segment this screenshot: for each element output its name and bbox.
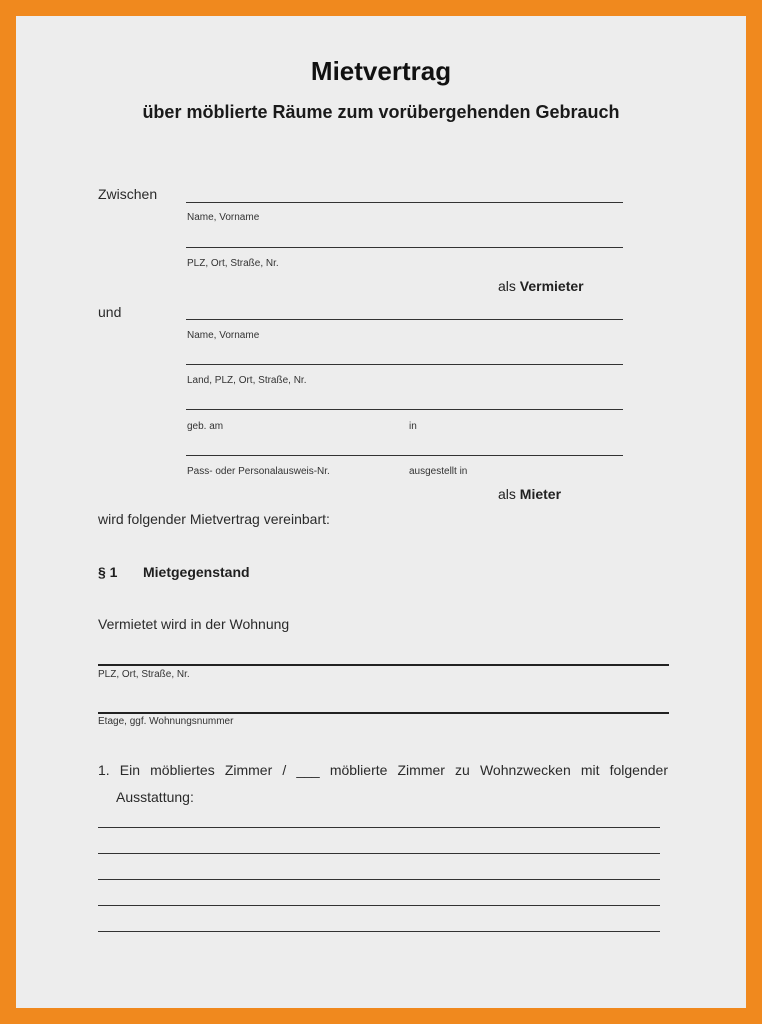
tenant-address-line[interactable] <box>186 364 623 365</box>
agreement-text: wird folgender Mietvertrag vereinbart: <box>98 511 330 527</box>
tenant-id-label: Pass- oder Personalausweis-Nr. <box>187 466 330 477</box>
tenant-address-label: Land, PLZ, Ort, Straße, Nr. <box>187 375 307 386</box>
apartment-address-label: PLZ, Ort, Straße, Nr. <box>98 669 190 680</box>
tenant-name-line[interactable] <box>186 319 623 320</box>
landlord-address-label: PLZ, Ort, Straße, Nr. <box>187 258 279 269</box>
tenant-id-line[interactable] <box>186 455 623 456</box>
furnishing-line-5[interactable] <box>98 931 660 932</box>
landlord-role <box>498 278 584 294</box>
tenant-role-prefix: als <box>498 486 516 502</box>
landlord-name-label: Name, Vorname <box>187 212 260 223</box>
tenant-birth-line[interactable] <box>186 409 623 410</box>
tenant-birth-place-label: in <box>409 421 417 432</box>
section1-heading: Mietgegenstand <box>143 564 250 580</box>
furnishing-line-4[interactable] <box>98 905 660 906</box>
between-label: Zwischen <box>98 186 158 202</box>
section1-number: § 1 <box>98 564 118 580</box>
apartment-address-line[interactable] <box>98 664 669 666</box>
tenant-id-issued-label: ausgestellt in <box>409 466 468 477</box>
landlord-address-line[interactable] <box>186 247 623 248</box>
tenant-birth-label: geb. am <box>187 421 224 432</box>
and-label: und <box>98 304 122 320</box>
furnishing-line-3[interactable] <box>98 879 660 880</box>
landlord-role-prefix: als <box>498 278 516 294</box>
furnishing-line-2[interactable] <box>98 853 660 854</box>
landlord-name-line[interactable] <box>186 202 623 203</box>
section1-item1-line1: 1. Ein möbliertes Zimmer / ___ möblierte Zimmer zu Wohnzwecken mit folgender <box>98 762 668 778</box>
furnishing-line-1[interactable] <box>98 827 660 828</box>
section1-item1-line2: Ausstattung: <box>116 789 194 805</box>
document-subtitle: über möblierte Räume zum vorübergehenden Gebrauch <box>142 102 620 122</box>
document-title: Mietvertrag <box>310 56 452 86</box>
apartment-floor-line[interactable] <box>98 712 669 714</box>
apartment-floor-label: Etage, ggf. Wohnungsnummer <box>98 716 234 727</box>
tenant-role-name: Mieter <box>519 486 562 502</box>
tenant-role <box>498 486 561 502</box>
section1-intro: Vermietet wird in der Wohnung <box>98 616 290 632</box>
landlord-role-name: Vermieter <box>519 278 584 294</box>
document-page <box>16 16 746 1008</box>
tenant-name-label: Name, Vorname <box>187 330 260 341</box>
